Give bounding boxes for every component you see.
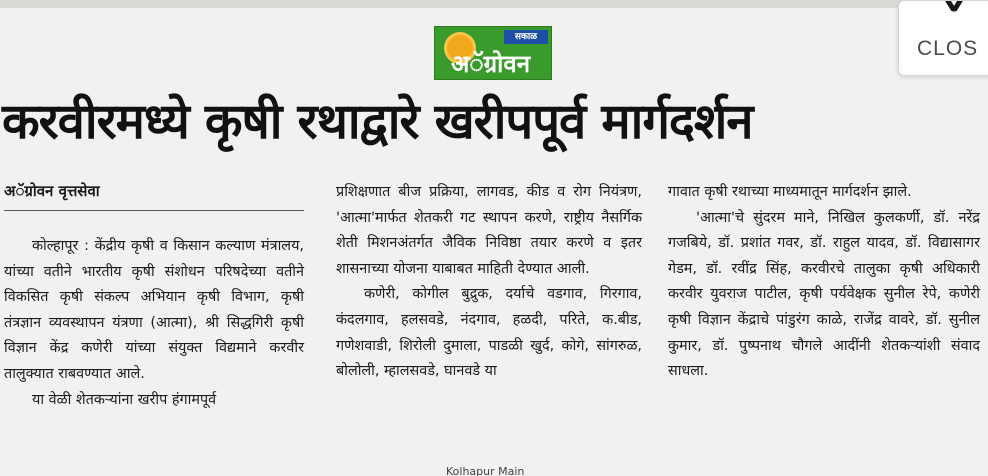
- article-byline: अॅग्रोवन वृत्तसेवा: [4, 180, 304, 211]
- agrowon-logo: [434, 26, 552, 80]
- close-label: CLOS: [917, 37, 979, 60]
- article-column-3: [668, 180, 980, 385]
- article-column-2: [336, 180, 642, 385]
- logo-brand: सकाळ: [504, 30, 548, 44]
- paragraph: गावात कृषी रथाच्या माध्यमातून मार्गदर्शन झाले.: [668, 184, 912, 200]
- paragraph: 'आत्मा'चे सुंदरम माने, निखिल कुलकर्णी, डॉ. नरेंद्र गजबिये, डॉ. प्रशांत गवर, डॉ. राहुल यादव, डॉ. विद्यासागर गेडम, डॉ. रवींद्र सिंह, करवीरचे तालुका कृषी अधिकारी करवीर युवराज पाटील, कृषी पर्यवेक्षक सुनील रेपे, कणेरी कृषी विज्ञान केंद्राचे पांडुरंग काळे, राजेंद्र वावरे, डॉ. सुनील कुमार, डॉ. पुष्पनाथ चौगले आदींनी शेतकऱ्यांशी संवाद साधला.: [668, 209, 980, 380]
- paragraph: कणेरी, कोगील बुद्रुक, दर्याचे वडगाव, गिरगाव, कंदलगाव, हलसवडे, नंदगाव, हळदी, परिते, क.बीड, गणेशवाडी, शिरोली दुमाला, पाडळी खुर्द, कोगे, सांगरुळ, बोलोली, म्हालसवडे, घानवडे या: [336, 286, 642, 380]
- article-column-1: [4, 180, 304, 413]
- logo-name: अॅग्रोवन: [451, 50, 531, 78]
- paragraph: कोल्हापूर : केंद्रीय कृषी व किसान कल्याण मंत्रालय, यांच्या वतीने भारतीय कृषी संशोधन परिषदेच्या वतीने विकसित कृषी संकल्प अभियान कृषी विभाग, कृषी तंत्रज्ञान व्यवस्थापन यंत्रणा (आत्मा), श्री सिद्धगिरी कृषी विज्ञान केंद्र कणेरी यांच्या संयुक्त विद्यमाने करवीर तालुक्यात राबवण्यात आले.: [4, 238, 304, 382]
- article-headline: करवीरमध्ये कृषी रथाद्वारे खरीपपूर्व मार्गदर्शन: [2, 93, 753, 150]
- paragraph: प्रशिक्षणात बीज प्रक्रिया, लागवड, कीड व रोग नियंत्रण, 'आत्मा'मार्फत शेतकरी गट स्थापन करणे, राष्ट्रीय नैसर्गिक शेती मिशनअंतर्गत जैविक निविष्ठा तयार करणे व इतर शासनाच्या योजना याबाबत माहिती देण्यात आली.: [336, 184, 642, 277]
- edition-tag: Kolhapur Main: [446, 465, 525, 476]
- close-icon: [929, 0, 979, 13]
- paragraph: या वेळी शेतकऱ्यांना खरीप हंगामपूर्व: [32, 391, 217, 408]
- viewer-top-bar: [0, 0, 988, 8]
- close-button[interactable]: [898, 0, 988, 76]
